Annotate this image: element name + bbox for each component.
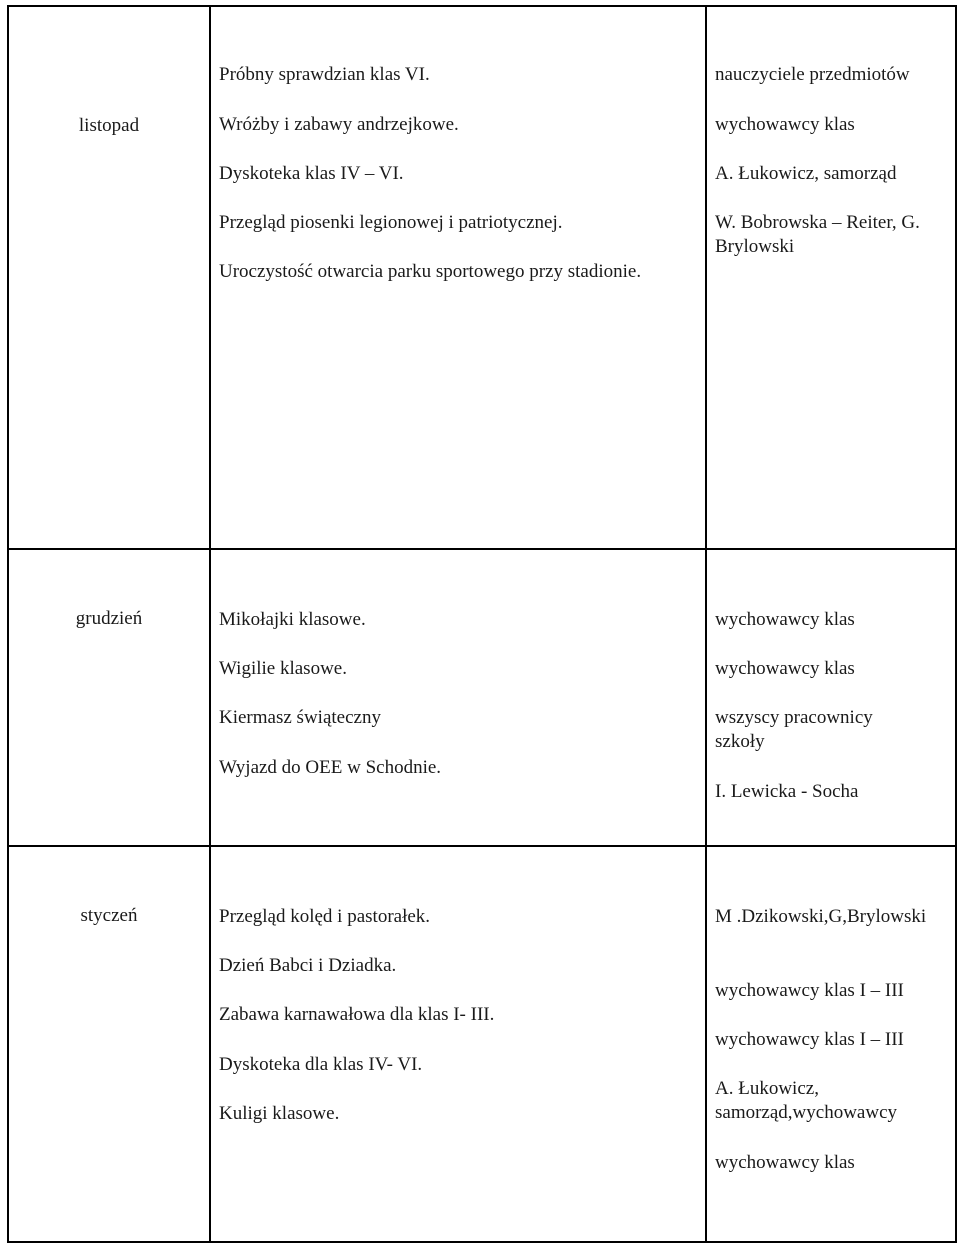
month-cell: grudzień bbox=[75, 608, 143, 629]
responsible-item: W. Bobrowska – Reiter, G. Brylowski bbox=[715, 212, 920, 257]
responsible-item: wychowawcy klas bbox=[715, 609, 855, 630]
responsible-item: A. Łukowicz, samorząd bbox=[715, 163, 897, 184]
row-divider bbox=[9, 548, 955, 550]
column-divider bbox=[209, 7, 211, 1241]
row-divider bbox=[9, 845, 955, 847]
activity-item: Uroczystość otwarcia parku sportowego przy stadionie. bbox=[219, 261, 642, 282]
activity-item: Dzień Babci i Dziadka. bbox=[219, 955, 397, 976]
responsible-item: wychowawcy klas I – III bbox=[715, 1029, 904, 1050]
responsible-item: A. Łukowicz, samorząd,wychowawcy bbox=[715, 1078, 898, 1123]
responsible-item: wychowawcy klas bbox=[715, 1152, 855, 1173]
activity-item: Próbny sprawdzian klas VI. bbox=[219, 64, 430, 85]
responsible-item: wszyscy pracownicy szkoły bbox=[715, 707, 873, 752]
activity-item: Przegląd kolęd i pastorałek. bbox=[219, 906, 431, 927]
activity-item: Mikołajki klasowe. bbox=[219, 609, 366, 630]
activity-item: Dyskoteka klas IV – VI. bbox=[219, 163, 404, 184]
activity-item: Dyskoteka dla klas IV- VI. bbox=[219, 1054, 423, 1075]
activity-item: Przegląd piosenki legionowej i patriotycznej. bbox=[219, 212, 563, 233]
activity-item: Kuligi klasowe. bbox=[219, 1103, 340, 1124]
responsible-item: I. Lewicka - Socha bbox=[715, 781, 859, 802]
activity-item: Wyjazd do OEE w Schodnie. bbox=[219, 757, 442, 778]
responsible-item: M .Dzikowski,G,Brylowski bbox=[715, 906, 927, 927]
responsible-item: wychowawcy klas bbox=[715, 114, 855, 135]
column-divider bbox=[705, 7, 707, 1241]
responsible-item: wychowawcy klas I – III bbox=[715, 980, 904, 1001]
responsible-item: nauczyciele przedmiotów bbox=[715, 64, 910, 85]
month-cell: styczeń bbox=[80, 905, 138, 926]
schedule-table bbox=[7, 5, 957, 1243]
activity-item: Wróżby i zabawy andrzejkowe. bbox=[219, 114, 459, 135]
activity-item: Kiermasz świąteczny bbox=[219, 707, 381, 728]
activity-item: Wigilie klasowe. bbox=[219, 658, 347, 679]
activity-item: Zabawa karnawałowa dla klas I- III. bbox=[219, 1004, 495, 1025]
month-cell: listopad bbox=[78, 115, 140, 136]
responsible-item: wychowawcy klas bbox=[715, 658, 855, 679]
